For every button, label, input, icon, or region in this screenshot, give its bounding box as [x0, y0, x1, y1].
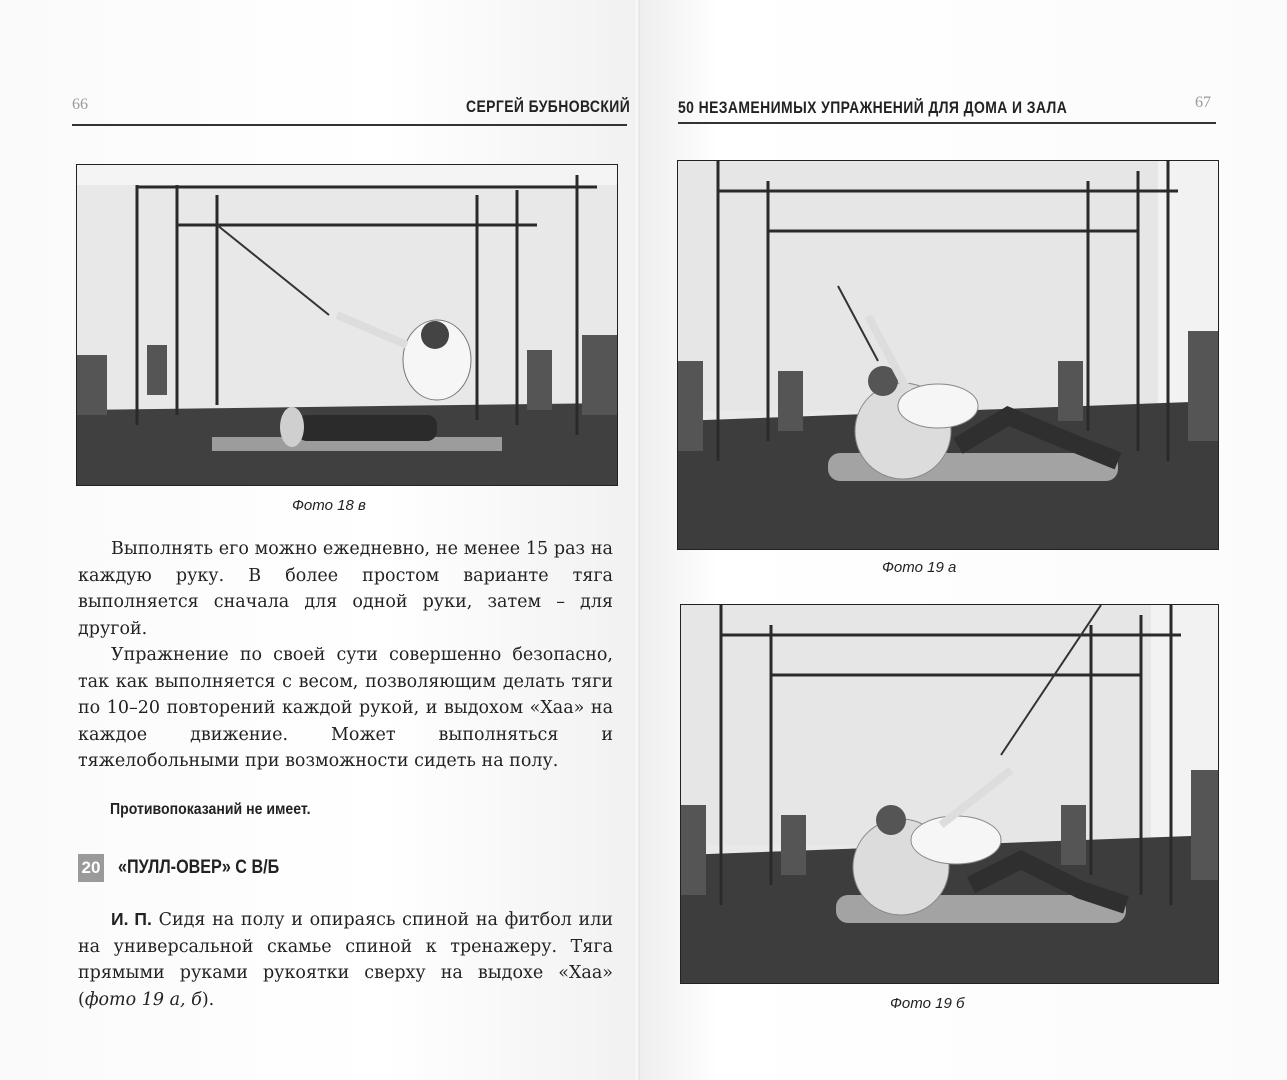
- photo-18v: [76, 164, 618, 486]
- paragraph-1: Выполнять его можно ежедневно, не менее 15 раз на каждую руку. В более простом варианте тяга выполняется сначала для одной руки, затем – для другой.: [78, 539, 613, 639]
- header-rule: [678, 122, 1216, 124]
- running-head: 50 НЕЗАМЕНИМЫХ УПРАЖНЕНИЙ ДЛЯ ДОМА И ЗАЛА: [678, 98, 1068, 117]
- running-head: СЕРГЕЙ БУБНОВСКИЙ: [466, 97, 631, 116]
- left-page: [0, 0, 640, 1080]
- page-number: 67: [1195, 94, 1211, 111]
- photo-19a-caption: Фото 19 а: [882, 559, 957, 576]
- photo-18v-caption: Фото 18 в: [292, 497, 366, 514]
- ip-photo-ref: фото 19 а, б: [84, 989, 202, 1010]
- paragraph-2: Упражнение по своей сути совершенно безопасно, так как выполняется с весом, позволяющим делать тяги по 10–20 повторений каждой рукой, и выдохом «Хаа» на каждое движение. Может выполняться и тяжелобольными при возможности сидеть на полу.: [78, 645, 613, 771]
- ip-end: ).: [201, 989, 215, 1010]
- header-rule: [72, 124, 627, 126]
- page-number: 66: [72, 96, 88, 113]
- ip-label: И. П.: [111, 909, 152, 929]
- body-text: [78, 536, 613, 775]
- ip-text: [78, 906, 613, 1013]
- contraindications: Противопоказаний не имеет.: [110, 801, 311, 818]
- right-page: [640, 0, 1287, 1080]
- exercise-title: «ПУЛЛ-ОВЕР» С В/Б: [118, 857, 280, 878]
- photo-19b-caption: Фото 19 б: [890, 995, 965, 1012]
- exercise-number-badge: 20: [78, 854, 104, 882]
- photo-19b: [680, 604, 1219, 984]
- exercise-heading: [78, 852, 308, 884]
- photo-19a: [677, 160, 1219, 550]
- ip-body: Сидя на полу и опираясь спиной на фитбол или на универсальной скамье спиной к тренажеру. Тяга прямыми руками рукоятки сверху на выдохе «Хаа» (: [78, 910, 613, 1010]
